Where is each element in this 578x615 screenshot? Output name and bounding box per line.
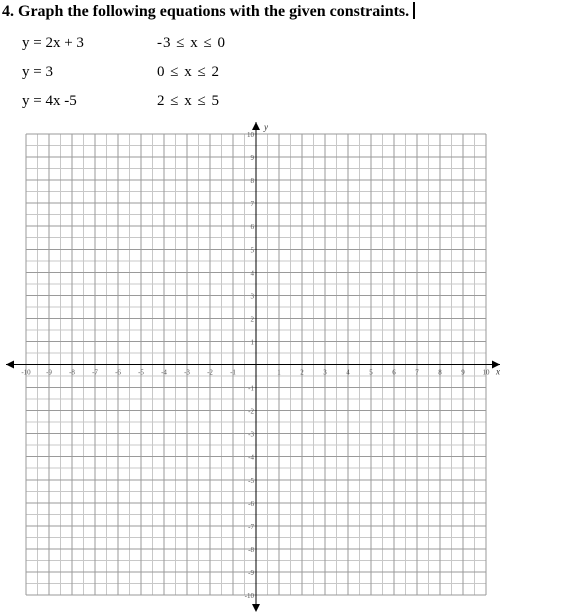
y-tick-label: 5	[250, 246, 254, 255]
x-tick-label: 6	[392, 368, 396, 377]
y-tick-label: -3	[248, 430, 254, 439]
y-tick-label: 10	[247, 131, 254, 139]
equation-row	[0, 35, 300, 55]
x-tick-label: -9	[46, 368, 52, 377]
y-axis-arrow-up-icon	[252, 122, 260, 130]
y-tick-label: -2	[248, 407, 254, 416]
x-axis-label: x	[496, 366, 500, 377]
coordinate-grid-area	[0, 120, 578, 615]
x-tick-label: -3	[184, 368, 190, 377]
constraint-text: 0 ≤ x ≤ 2	[157, 64, 220, 80]
y-tick-label: -6	[248, 499, 254, 508]
axes	[6, 122, 500, 612]
constraint-text: -3 ≤ x ≤ 0	[157, 35, 226, 51]
x-tick-label: 5	[369, 368, 373, 377]
y-tick-label: 1	[250, 338, 254, 347]
equation-row	[0, 93, 300, 113]
y-tick-label: -1	[248, 384, 254, 393]
y-tick-label: 8	[250, 177, 254, 186]
y-axis-arrow-down-icon	[252, 604, 260, 612]
x-tick-label: 9	[461, 368, 465, 377]
x-tick-label: -2	[207, 368, 213, 377]
y-tick-label: 4	[250, 269, 254, 278]
question-heading	[2, 2, 415, 21]
y-tick-label: 6	[250, 223, 254, 232]
x-tick-label: 10	[482, 368, 490, 377]
y-tick-label: 3	[250, 292, 254, 301]
y-tick-label: -8	[248, 545, 254, 554]
y-tick-label: -7	[248, 522, 254, 531]
constraint-text: 2 ≤ x ≤ 5	[157, 93, 220, 109]
y-tick-label: 2	[250, 315, 254, 324]
x-tick-label: -5	[138, 368, 144, 377]
equation-text: y = 2x + 3	[22, 35, 84, 51]
x-tick-label: 3	[323, 368, 327, 377]
x-tick-label: -4	[161, 368, 167, 377]
y-tick-label: -10	[244, 592, 254, 600]
x-tick-label: 8	[438, 368, 442, 377]
y-tick-label: -9	[248, 568, 254, 577]
equation-text: y = 4x -5	[22, 93, 77, 109]
coordinate-grid	[0, 120, 578, 615]
y-axis-label: y	[264, 122, 268, 132]
x-tick-label: 4	[346, 368, 350, 377]
equation-row	[0, 64, 300, 84]
x-tick-label: 2	[300, 368, 304, 377]
text-cursor	[413, 2, 415, 19]
y-tick-label: -5	[248, 476, 254, 485]
x-tick-label: 1	[277, 368, 281, 377]
x-tick-label: 7	[415, 368, 419, 377]
x-tick-label: -1	[230, 368, 236, 377]
x-tick-label: -6	[115, 368, 121, 377]
x-tick-label: -7	[92, 368, 98, 377]
x-tick-label: -8	[69, 368, 75, 377]
equation-text: y = 3	[22, 64, 53, 80]
x-axis-arrow-left-icon	[6, 361, 14, 369]
x-tick-label: -10	[21, 368, 31, 377]
question-title: 4. Graph the following equations with the given constraints.	[2, 3, 410, 20]
y-tick-label: 7	[250, 200, 254, 209]
y-tick-label: -4	[248, 453, 254, 462]
y-tick-label: 9	[250, 154, 254, 163]
